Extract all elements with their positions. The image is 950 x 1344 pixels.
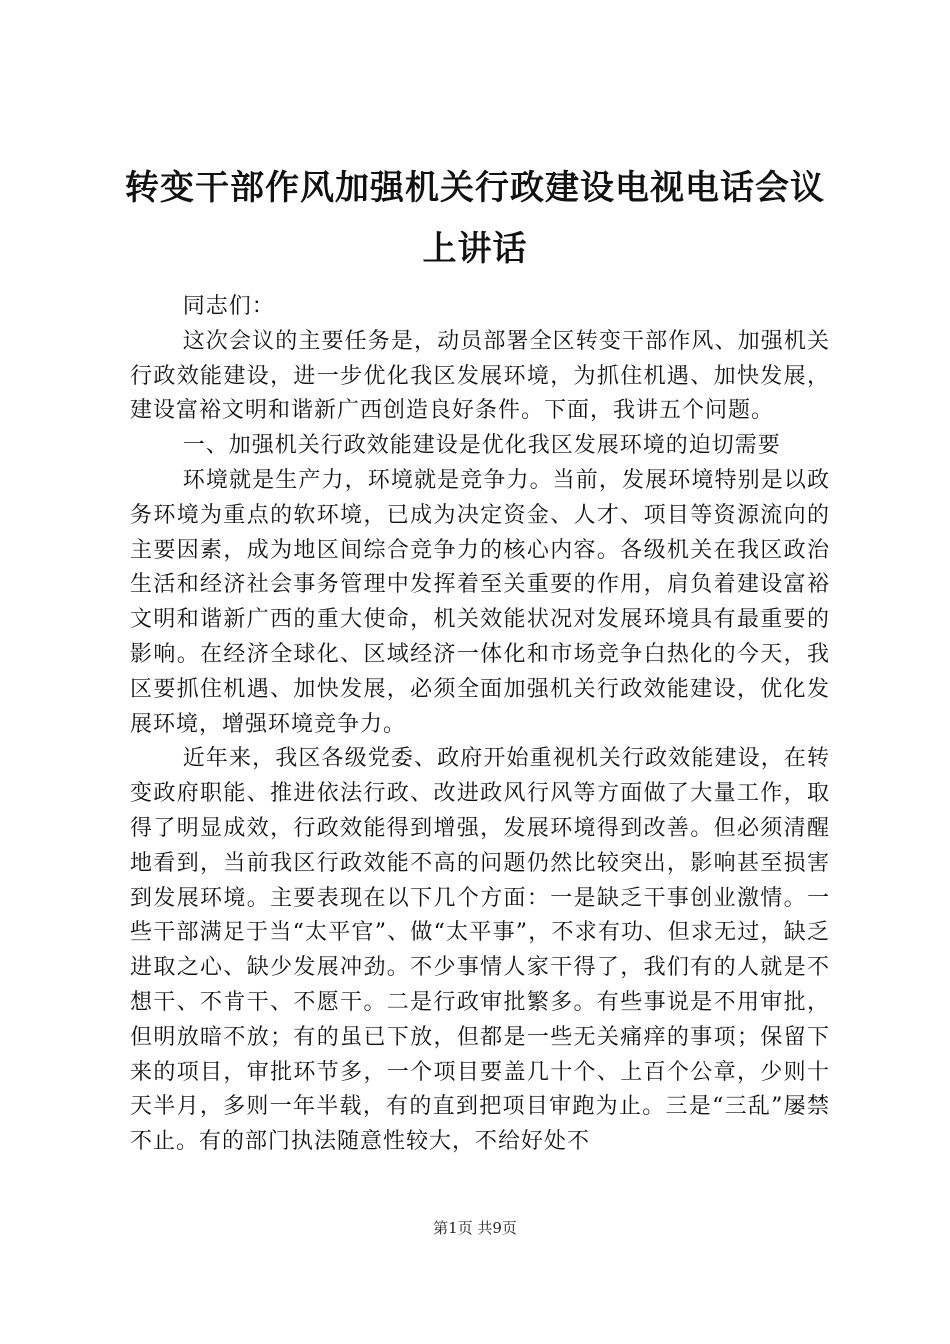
page-footer: 第1页 共9页: [433, 1219, 517, 1237]
salutation: 同志们：: [182, 294, 275, 319]
section-heading: 一、加强机关行政效能建设是优化我区发展环境的迫切需要: [182, 433, 781, 459]
body-paragraph: 近年来，我区各级党委、政府开始重视机关行政效能建设，在转变政府职能、推进依法行政、改进政风行风等方面做了大量工作，取得了明显成效，行政效能得到增强，发展环境得到改善。但必须清醒地看到，当前我区行政效能不高的问题仍然比较突出，影响甚至损害到发展环境。主要表现在以下几个方面：一是缺乏干事创业激情。一些干部满足于当“太平官”、做“太平事”，不求有功、但求无过，缺乏进取之心、缺少发展冲劲。不少事情人家干得了，我们有的人就是不想干、不肯干、不愿干。二是行政审批繁多。有些事说是不用审批，但明放暗不放；有的虽已下放，但都是一些无关痛痒的事项；保留下来的项目，审批环节多，一个项目要盖几十个、上百个公章，少则十天半月，多则一年半载，有的直到把项目审跑为止。三是“三乱”屡禁不止。有的部门执法随意性较大，不给好处不: [130, 746, 830, 1155]
document-title-line-1: 转变干部作风加强机关行政建设电视电话会议: [125, 168, 825, 208]
body-paragraph: 这次会议的主要任务是，动员部署全区转变干部作风、加强机关行政效能建设，进一步优化我区发展环境，为抓住机遇、加快发展，建设富裕文明和谐新广西创造良好条件。下面，我讲五个问题。: [130, 328, 830, 424]
body-paragraph: 环境就是生产力，环境就是竞争力。当前，发展环境特别是以政务环境为重点的软环境，已成为决定资金、人才、项目等资源流向的主要因素，成为地区间综合竞争力的核心内容。各级机关在我区政治生活和经济社会事务管理中发挥着至关重要的作用，肩负着建设富裕文明和谐新广西的重大使命，机关效能状况对发展环境具有最重要的影响。在经济全球化、区域经济一体化和市场竞争白热化的今天，我区要抓住机遇、加快发展，必须全面加强机关行政效能建设，优化发展环境，增强环境竞争力。: [130, 467, 830, 737]
document-body: [130, 290, 830, 1160]
document-title-line-2: 上讲话: [422, 229, 528, 269]
